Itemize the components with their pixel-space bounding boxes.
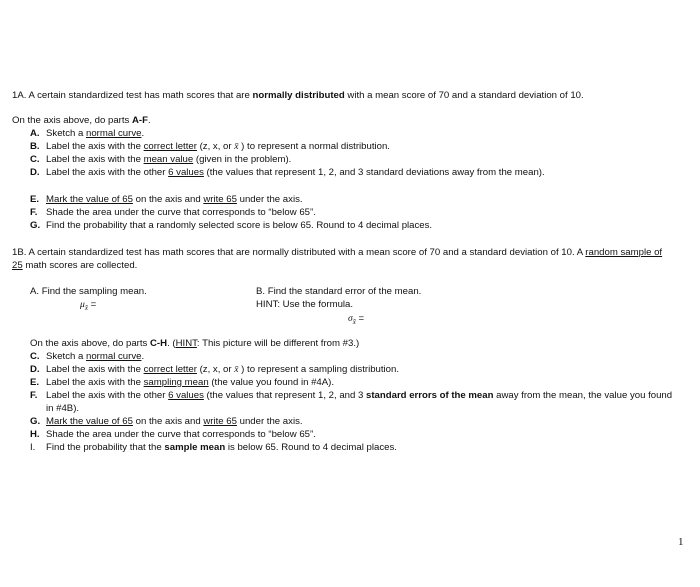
item-text: Label the axis with the other xyxy=(46,390,169,401)
q1b-instr-bold: C-H xyxy=(150,338,168,349)
item-underline: sampling mean xyxy=(143,377,209,388)
q1a-instr-end: . xyxy=(147,115,151,126)
item-text-mid: (the values that represent 1, 2, and 3 xyxy=(203,390,367,401)
q1b-instr-text: On the axis above, do parts xyxy=(30,338,150,349)
q1b-part-b: B. Find the standard error of the mean. xyxy=(256,286,422,297)
equals-sign: = xyxy=(87,299,97,310)
item-letter: H. xyxy=(30,429,40,440)
item-underline: normal curve xyxy=(86,128,142,139)
item-underline: 6 values xyxy=(168,390,204,401)
item-text: Label the axis with the xyxy=(46,364,144,375)
q1b-instr-underline: HINT xyxy=(175,338,197,349)
item-underline-2: write 65 xyxy=(203,194,237,205)
item-text-end: . xyxy=(141,351,145,362)
item-letter: B. xyxy=(30,141,40,152)
q1a-instr-text: On the axis above, do parts xyxy=(12,115,132,126)
q1b-instructions xyxy=(30,338,359,350)
item-text: Label the axis with the xyxy=(46,141,144,152)
item-text: Shade the area under the curve that corresponds to “below 65”. xyxy=(46,207,316,218)
item-underline: correct letter xyxy=(143,364,197,375)
equals-sign: = xyxy=(355,313,365,324)
item-text-end: under the axis. xyxy=(236,416,303,427)
mu-subscript: x̄ xyxy=(84,303,88,312)
item-letter: E. xyxy=(30,194,40,205)
item-letter: E. xyxy=(30,377,40,388)
item-text: Find the probability that the xyxy=(46,442,165,453)
q1b-intro xyxy=(12,247,662,259)
q1b-item-f-cont: in #4B). xyxy=(46,403,80,414)
item-letter: G. xyxy=(30,416,41,427)
q1b-mu-formula xyxy=(80,299,96,314)
item-letter: F. xyxy=(30,390,38,401)
item-text-end: (the values that represent 1, 2, and 3 standard deviations away from the mean). xyxy=(203,167,545,178)
item-text: Label the axis with the xyxy=(46,154,144,165)
q1a-instr-bold: A-F xyxy=(132,115,148,126)
mu-symbol: μ xyxy=(80,299,85,310)
item-underline: correct letter xyxy=(143,141,197,152)
item-text: Find the probability that a randomly selected score is below 65. Round to 4 decimal places. xyxy=(46,220,433,231)
q1b-intro-cont xyxy=(12,260,137,272)
item-letter: D. xyxy=(30,167,40,178)
q1b-instr-mid: . ( xyxy=(167,338,176,349)
item-text-mid: (z, x, or xyxy=(196,364,235,375)
sigma-subscript: x̄ xyxy=(352,317,356,326)
item-text: Label the axis with the xyxy=(46,377,144,388)
item-bold: sample mean xyxy=(164,442,226,453)
q1a-intro-text: 1A. A certain standardized test has math scores that are xyxy=(12,90,253,101)
item-underline: 6 values xyxy=(168,167,204,178)
q1b-sigma-formula xyxy=(348,313,364,328)
q1b-intro-text: 1B. A certain standardized test has math scores that are normally distributed with a mean score of 70 and a standard deviation of 10. A xyxy=(12,247,586,258)
item-text-end: ) to represent a normal distribution. xyxy=(238,141,390,152)
item-underline-2: write 65 xyxy=(203,416,237,427)
item-letter: D. xyxy=(30,364,40,375)
item-underline: Mark the value of 65 xyxy=(46,416,133,427)
item-text-end: (the value you found in #4A). xyxy=(208,377,335,388)
item-text-end: away from the mean, the value you found xyxy=(493,390,673,401)
q1a-intro xyxy=(12,90,584,102)
item-text-end: (given in the problem). xyxy=(193,154,292,165)
item-text-end: ) to represent a sampling distribution. xyxy=(238,364,400,375)
sigma-symbol: σ xyxy=(348,313,353,324)
item-letter: F. xyxy=(30,207,38,218)
q1b-part-a: A. Find the sampling mean. xyxy=(30,286,147,297)
item-letter: A. xyxy=(30,128,40,139)
x-bar-symbol: x̄ xyxy=(234,364,239,375)
item-letter: I. xyxy=(30,442,36,453)
item-underline: mean value xyxy=(143,154,194,165)
x-bar-symbol: x̄ xyxy=(234,141,239,152)
item-text: Label the axis with the other xyxy=(46,167,169,178)
q1b-intro-end: math scores are collected. xyxy=(22,260,138,271)
item-text: Sketch a xyxy=(46,351,86,362)
item-underline: Mark the value of 65 xyxy=(46,194,133,205)
item-text-end: is below 65. Round to 4 decimal places. xyxy=(225,442,397,453)
q1a-intro-text-end: with a mean score of 70 and a standard deviation of 10. xyxy=(344,90,584,101)
item-text-mid: on the axis and xyxy=(132,194,204,205)
q1b-instr-end: : This picture will be different from #3.) xyxy=(196,338,360,349)
item-text: Sketch a xyxy=(46,128,86,139)
item-bold: standard errors of the mean xyxy=(366,390,494,401)
item-text-mid: (z, x, or xyxy=(196,141,235,152)
item-letter: C. xyxy=(30,154,40,165)
page-number: 1 xyxy=(678,536,684,548)
q1a-instructions xyxy=(12,115,151,127)
item-text-end: . xyxy=(141,128,145,139)
q1a-intro-bold: normally distributed xyxy=(252,90,345,101)
item-underline: normal curve xyxy=(86,351,142,362)
item-text: Shade the area under the curve that corresponds to “below 65”. xyxy=(46,429,316,440)
item-letter: C. xyxy=(30,351,40,362)
q1b-hint: HINT: Use the formula. xyxy=(256,299,354,310)
item-letter: G. xyxy=(30,220,41,231)
item-text-mid: on the axis and xyxy=(132,416,204,427)
q1b-intro-underline-2: 25 xyxy=(12,260,23,271)
q1b-intro-underline: random sample of xyxy=(585,247,663,258)
item-text-end: under the axis. xyxy=(236,194,303,205)
